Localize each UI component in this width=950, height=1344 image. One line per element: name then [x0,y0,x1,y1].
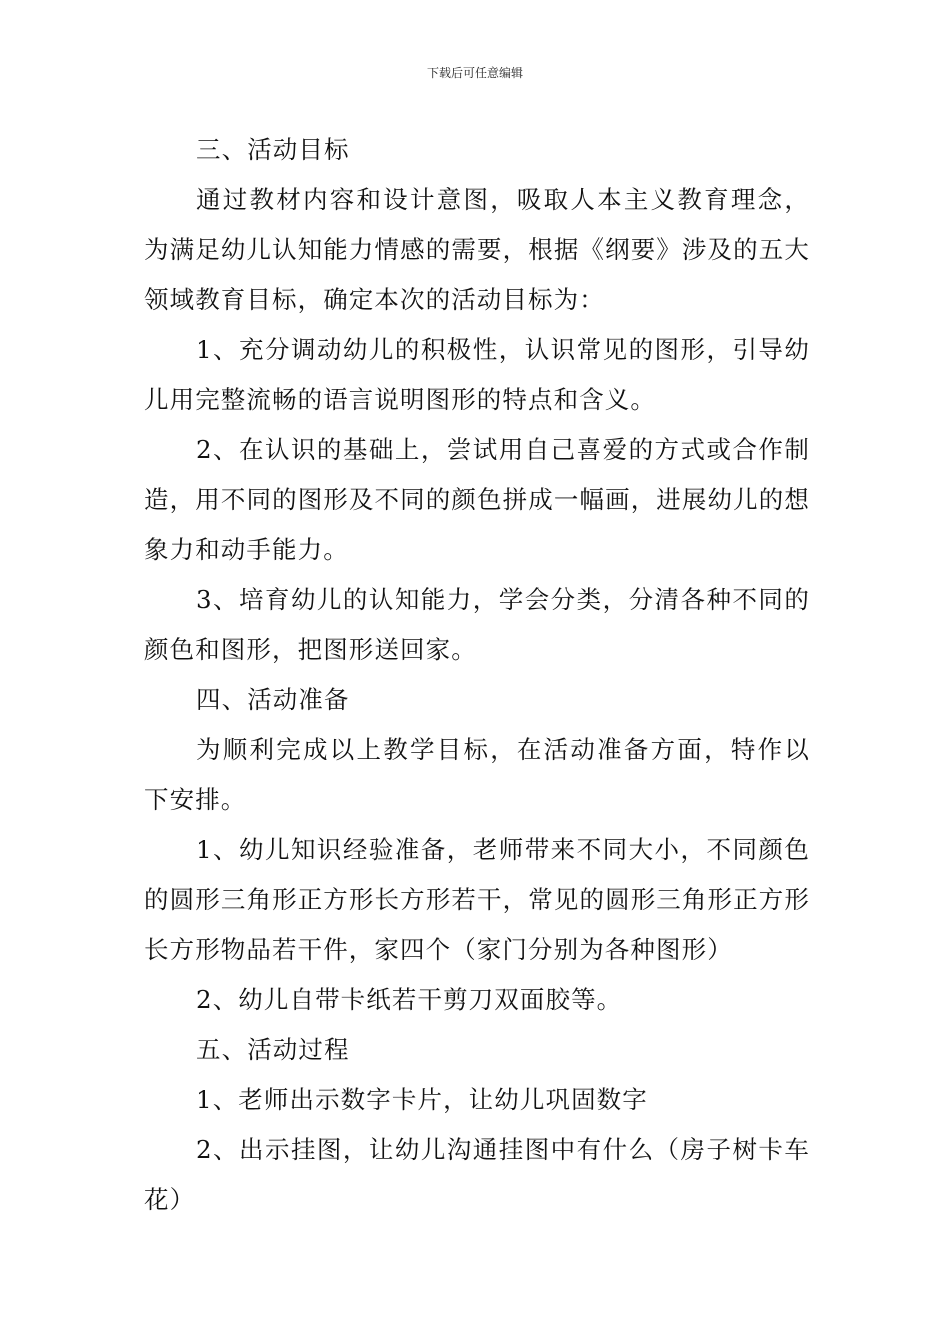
goal-item-3: 3、培育幼儿的认知能力，学会分类，分清各种不同的颜色和图形，把图形送回家。 [144,585,810,664]
process-item-1: 1、老师出示数字卡片，让幼儿巩固数字 [196,1085,648,1114]
preparation-item-2: 2、幼儿自带卡纸若干剪刀双面胶等。 [196,985,623,1014]
document-body [144,125,810,1225]
paragraph-preparation-intro: 为顺利完成以上教学目标，在活动准备方面，特作以下安排。 [144,735,810,814]
goal-item-2: 2、在认识的基础上，尝试用自己喜爱的方式或合作制造，用不同的图形及不同的颜色拼成一幅画，进展幼儿的想象力和动手能力。 [144,435,810,564]
preparation-item-1: 1、幼儿知识经验准备，老师带来不同大小，不同颜色的圆形三角形正方形长方形若干，常见的圆形三角形正方形长方形物品若干件，家四个（家门分别为各种图形） [144,835,810,964]
section-heading-process: 五、活动过程 [196,1035,350,1064]
process-item-2: 2、出示挂图，让幼儿沟通挂图中有什么（房子树卡车花） [144,1135,810,1214]
paragraph-intro: 通过教材内容和设计意图，吸取人本主义教育理念，为满足幼儿认知能力情感的需要，根据《纲要》涉及的五大领域教育目标，确定本次的活动目标为： [144,185,810,314]
page-header: 下载后可任意编辑 [426,66,523,80]
section-heading-goals: 三、活动目标 [196,135,350,164]
goal-item-1: 1、充分调动幼儿的积极性，认识常见的图形，引导幼儿用完整流畅的语言说明图形的特点和含义。 [144,335,810,414]
section-heading-preparation: 四、活动准备 [196,685,350,714]
